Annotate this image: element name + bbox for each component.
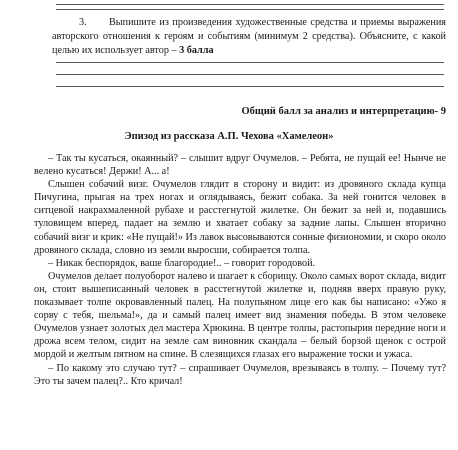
answer-line [56, 86, 444, 87]
story-text [34, 152, 446, 388]
total-score: Общий балл за анализ и интерпретацию- 9 [241, 106, 446, 117]
story-paragraph: Слышен собачий визг. Очумелов глядит в сторону и видит: из дровяного склада купца Пичугина, прыгая на трех ногах и оглядываясь, бежит собака. За ней гонится человек в ситцевой накрахмаленной рубахе и расстегнутой жилетке. Он бежит за ней и, подавшись туловищем вперед, падает на землю и хватает собаку за задние лапы. Слышен вторично собачий визг и крик: «Не пущай!» Из лавок высовываются сонные физиономии, и скоро около дровяного склада, словно из земли выросши, собирается толпа. [34, 179, 446, 256]
story-paragraph: – Так ты кусаться, окаянный? – слышит вдруг Очумелов. – Ребята, не пущай ее! Нынче не велено кусаться! Держи! А... а! [34, 153, 446, 178]
story-paragraph: – Никак беспорядок, ваше благородие!.. – говорит городовой. [48, 257, 316, 269]
story-paragraph: – По какому это случаю тут? – спрашивает Очумелов, врезываясь в толпу. – Почему тут? Это ты зачем палец?.. Кто кричал! [34, 362, 446, 387]
task-points: 3 балла [179, 45, 214, 56]
episode-title: Эпизод из рассказа А.П. Чехова «Хамелеон» [124, 131, 334, 142]
answer-line [56, 9, 444, 10]
answer-line [56, 74, 444, 75]
answer-line [56, 62, 444, 63]
answer-line [56, 4, 444, 5]
story-paragraph: Очумелов делает полуоборот налево и шагает к сборищу. Около самых ворот склада, видит он, стоит вышеписанный человек в расстегнутой жилетке и, подняв вверх правую руку, показывает толпе окровавленный палец. На полупьяном лице его как бы написано: «Ужо я сорву с тебя, шельма!», да и самый палец имеет вид знамения победы. В этом человеке Очумелов узнает золотых дел мастера Хрюкина. В центре толпы, растопырив передние ноги и дрожа всем телом, сидит на земле сам виновник скандала – белый борзой щенок с острой мордой и желтым пятном на спине. В слезящихся глазах его выражение тоски и ужаса. [34, 270, 446, 361]
task-text: Выпишите из произведения художественные средства и приемы выражения авторского отношения к героям и событиям (минимум 2 средства). Объясните, с какой целью их использует автор – [52, 17, 446, 56]
task-3 [52, 16, 446, 58]
task-number: 3. [79, 17, 87, 28]
